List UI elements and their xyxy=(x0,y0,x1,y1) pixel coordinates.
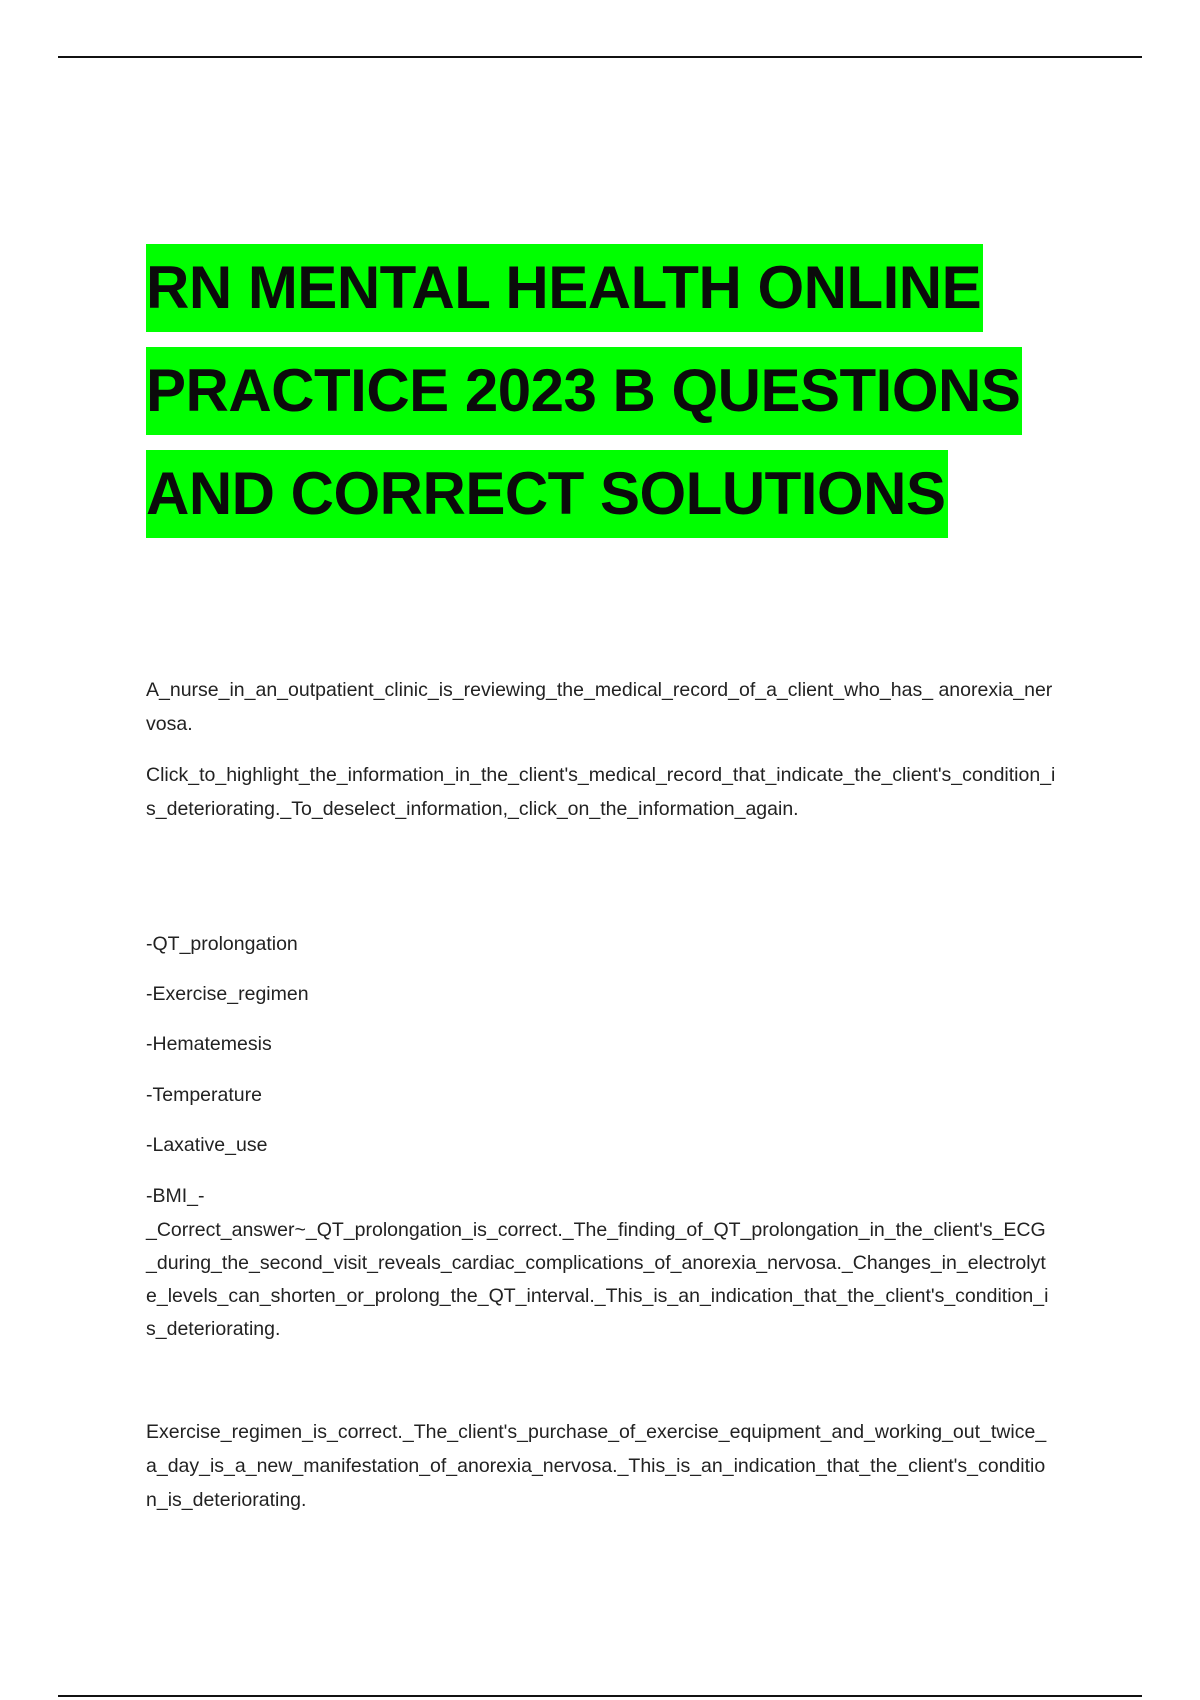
option-bmi: -BMI_- xyxy=(146,1185,205,1207)
option-hematemesis: -Hematemesis xyxy=(146,1033,272,1055)
option-exercise-regimen: -Exercise_regimen xyxy=(146,983,309,1005)
option-temperature: -Temperature xyxy=(146,1084,262,1106)
answer-paragraph: _Correct_answer~_QT_prolongation_is_correct._The_finding_of_QT_prolongation_in_the_client's_ECG_during_the_second_visit_reveals_cardiac_complications_of_anorexia_nervosa._Changes_in_electrolyte_levels_can_shorten_or_prolong_the_QT_interval._This_is_an_indication_that_the_client's_condition_is_deteriorating. xyxy=(146,1219,1049,1340)
question-stem: A_nurse_in_an_outpatient_clinic_is_reviewing_the_medical_record_of_a_client_who_has_ anorexia_nervosa. xyxy=(146,679,1053,735)
title-line-2-text: PRACTICE 2023 B QUESTIONS xyxy=(146,347,1022,435)
bottom-rule xyxy=(58,1695,1142,1697)
title-line-3 xyxy=(146,450,1106,553)
title-line-1 xyxy=(146,244,1106,347)
title-line-3-text: AND CORRECT SOLUTIONS xyxy=(146,450,948,538)
rationale-paragraph: Exercise_regimen_is_correct._The_client's_purchase_of_exercise_equipment_and_working_out_twice_a_day_is_a_new_manifestation_of_anorexia_nervosa._This_is_an_indication_that_the_client's_condition_is_deteriorating. xyxy=(146,1421,1047,1511)
option-qt-prolongation: -QT_prolongation xyxy=(146,933,298,955)
option-laxative-use: -Laxative_use xyxy=(146,1134,268,1156)
question-instruction: Click_to_highlight_the_information_in_the_client's_medical_record_that_indicate_the_client's_condition_is_deteriorating._To_deselect_information,_click_on_the_information_again. xyxy=(146,764,1056,820)
top-rule xyxy=(58,56,1142,58)
title-line-2 xyxy=(146,347,1106,450)
document-title xyxy=(146,244,1106,553)
title-line-1-text: RN MENTAL HEALTH ONLINE xyxy=(146,244,983,332)
